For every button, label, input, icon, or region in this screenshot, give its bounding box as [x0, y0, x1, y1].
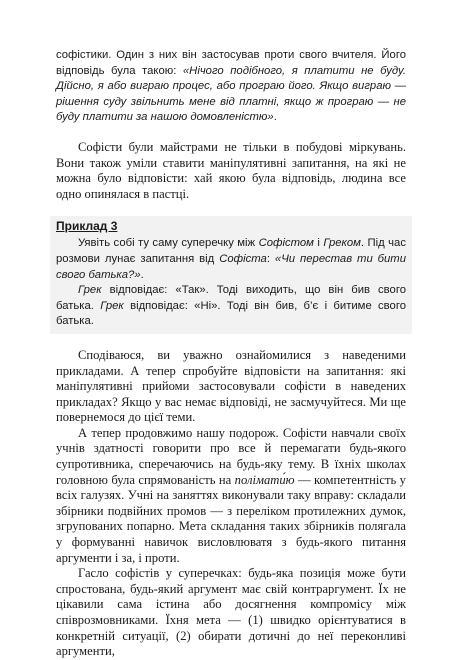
- sophist-term: Софіста: [219, 252, 267, 265]
- example-paragraph-2: [56, 283, 406, 330]
- intro-text: софістики. Один з них він застосував проти свого вчителя. Його відповідь була такою:: [56, 49, 406, 77]
- sophists-questions-paragraph: Софісти були майстрами не тільки в побудові міркувань. Вони також уміли ставити маніпулятивні запитання, на які не можна було відповісти: хай якою була відповідь, людина все одно опинялася в пастці.: [56, 139, 406, 201]
- spacer: [56, 334, 406, 348]
- spacer: [56, 202, 406, 216]
- journey-paragraph: [56, 426, 406, 566]
- example-text: і: [313, 237, 324, 250]
- greek-term: Грек: [78, 284, 102, 297]
- example-title: Приклад 3: [56, 219, 118, 234]
- example-text: :: [266, 252, 275, 265]
- spacer: [56, 126, 406, 140]
- greek-term: Грек: [100, 299, 124, 312]
- intro-paragraph: [56, 48, 406, 126]
- book-page: [56, 48, 406, 660]
- sophist-question: «Чи перестав ти бити свого батька?»: [56, 252, 407, 281]
- example-text: .: [140, 268, 144, 281]
- intro-end: .: [273, 111, 277, 124]
- greek-term: Греком: [323, 237, 361, 250]
- example-paragraph-1: [56, 236, 406, 283]
- example-text: відповідає: «Ні». Тоді він бив, б’є і битиме свого батька.: [56, 299, 406, 328]
- slogan-paragraph: Гасло софістів у суперечках: будь-яка позиція може бути спростована, будь-який аргумент має свій контраргумент. Їх не цікавили сама істина або досягнення компромісу між співрозмовниками. Їхня мета — (1) швидко орієнтуватися в конкретній ситуації, (2) обирати дотичні до неї переконливі аргументи,: [56, 566, 406, 659]
- review-paragraph: Сподіваюся, ви уважно ознайомилися з наведеними прикладами. А тепер спробуйте відповісти на запитання: які маніпулятивні прийоми застосовували софісти в наведених прикладах? Якщо у вас немає відповіді, не засмучуйтеся. Ми ще повернемося до цієї теми.: [56, 347, 406, 425]
- example-text: відповідає: «Так». Тоді виходить, що він бив свого батька.: [56, 284, 406, 312]
- example-text: Уявіть собі ту саму суперечку між: [78, 237, 259, 250]
- journey-text: А тепер продовжимо нашу подорож. Софісти навчали своїх учнів здатності говорити про все й перемагати будь-якого супротивника, сперечаючись на будь-яку тему. В їхніх школах головною була спрямованість на: [56, 425, 406, 487]
- polymathy-term: полімати́ю: [234, 472, 295, 487]
- protagoras-student-quote: «Нічого подібного, я платити не буду. Дійсно, я або виграю процес, або програю його. Якщо виграю — рішення суду звільнить мене від платні, якщо ж програю — не буду платити за нашою домовленістю»: [56, 64, 406, 124]
- example-block: [50, 216, 412, 334]
- journey-text: — компетентність у всіх галузях. Учні на заняттях виконували таку вправу: складали збірники подвійних промов — з переліком протилежних думок, згрупованих попарно. Мета складання таких збірників полягала у формуванні навичок висловлюватя з будь-якого питання аргументи і за, і проти.: [56, 472, 406, 565]
- example-text: . Під час розмови лунає запитання від: [56, 237, 406, 265]
- sophist-term: Софістом: [258, 237, 314, 250]
